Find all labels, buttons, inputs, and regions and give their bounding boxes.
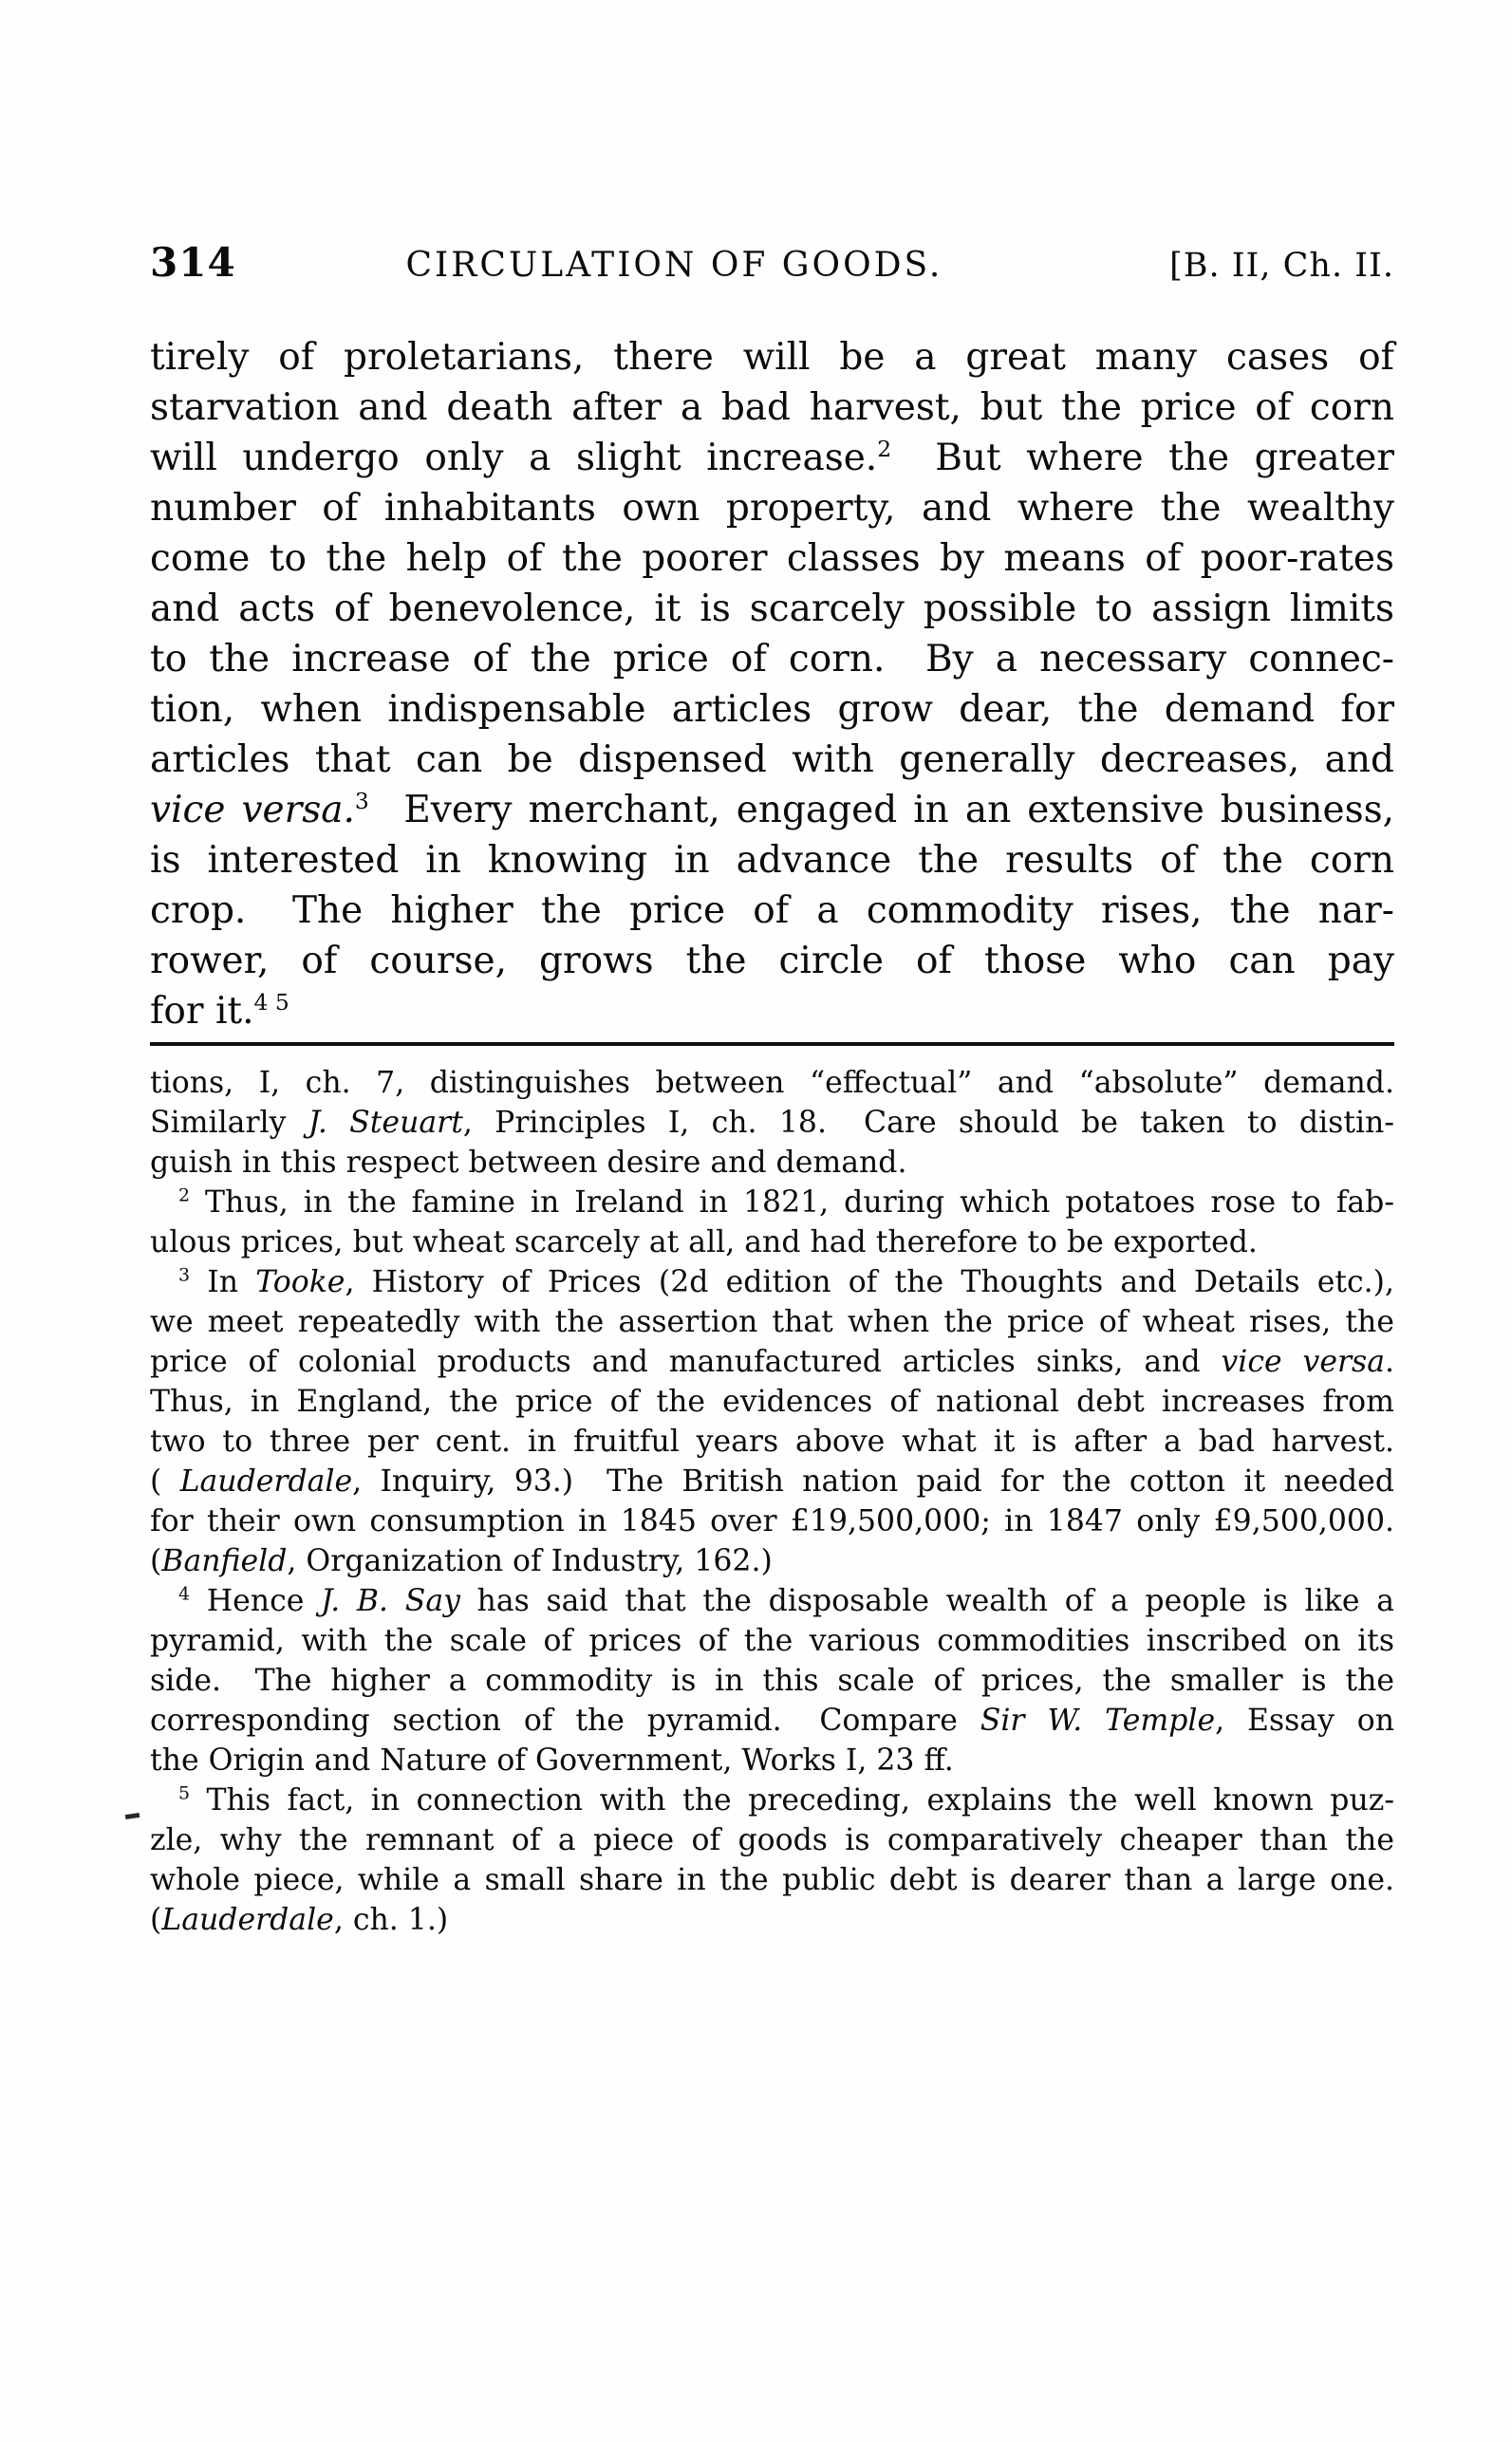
running-header — [150, 239, 1394, 286]
body-text — [150, 332, 1394, 1036]
footnote-line: side. The higher a commodity is in this scale of prices, the smaller is the — [150, 1664, 1394, 1698]
footnote-separator-rule — [150, 1042, 1394, 1046]
footnote-line: tions, I, ch. 7, distinguishes between “effectual” and “absolute” demand. — [150, 1066, 1394, 1100]
body-line: articles that can be dispensed with generally decreases, and — [150, 738, 1394, 781]
footnote-line: ( Lauderdale, Inquiry, 93.) The British nation paid for the cotton it needed — [150, 1464, 1394, 1499]
footnote-line: $^2$ Thus, in the famine in Ireland in 1821, during which potatoes rose to fab- — [178, 1184, 1394, 1220]
body-line: come to the help of the poorer classes by means of poor-rates — [150, 537, 1394, 580]
footnotes — [150, 1063, 1394, 1940]
body-line: tion, when indispensable articles grow dear, the demand for — [150, 688, 1394, 731]
footnote-line: the Origin and Nature of Government, Works I, 23 ff. — [150, 1743, 954, 1778]
running-title: CIRCULATION OF GOODS. — [405, 246, 943, 285]
footnote-line: whole piece, while a small share in the public debt is dearer than a large one. — [150, 1863, 1394, 1897]
footnote-line: (Lauderdale, ch. 1.) — [150, 1903, 449, 1937]
body-line: is interested in knowing in advance the results of the corn — [150, 839, 1394, 882]
footnote-line: ulous prices, but wheat scarcely at all, and had therefore to be exported. — [150, 1225, 1258, 1259]
footnote-line: two to three per cent. in fruitful years above what it is after a bad harvest. — [150, 1425, 1394, 1459]
footnote-line: (Banfield, Organization of Industry, 162.) — [150, 1544, 773, 1578]
scan-artifact-mark — [125, 1813, 140, 1819]
footnote-line: we meet repeatedly with the assertion that when the price of wheat rises, the — [150, 1305, 1394, 1339]
body-line: for it.$^{4 5}$ — [150, 989, 289, 1033]
body-line: starvation and death after a bad harvest, but the price of corn — [150, 386, 1394, 429]
footnote-line: Similarly J. Steuart, Principles I, ch. 18. Care should be taken to distin- — [150, 1106, 1394, 1140]
body-line: tirely of proletarians, there will be a great many cases of — [150, 336, 1394, 379]
body-line: to the increase of the price of corn. By a necessary connec- — [150, 638, 1394, 680]
footnote-line: corresponding section of the pyramid. Compare Sir W. Temple, Essay on — [150, 1704, 1395, 1738]
footnote-line: $^3$ In Tooke, History of Prices (2d edition of the Thoughts and Details etc.), — [178, 1264, 1394, 1299]
page-number: 314 — [150, 239, 236, 286]
footnote-line: for their own consumption in 1845 over £19,500,000; in 1847 only £9,500,000. — [150, 1504, 1394, 1538]
body-line: will undergo only a slight increase.$^2$ But where the greater — [150, 436, 1394, 479]
footnote-line: zle, why the remnant of a piece of goods is comparatively cheaper than the — [150, 1823, 1394, 1857]
chapter-reference: [B. II, Ch. II. — [1169, 247, 1394, 285]
body-line: vice versa.$^3$ Every merchant, engaged in an extensive business, — [150, 788, 1395, 831]
footnote-line: $^4$ Hence J. B. Say has said that the disposable wealth of a people is like a — [178, 1583, 1394, 1618]
footnote-line: pyramid, with the scale of prices of the various commodities inscribed on its — [150, 1624, 1394, 1658]
body-line: crop. The higher the price of a commodity rises, the nar- — [150, 889, 1394, 932]
body-line: and acts of benevolence, it is scarcely possible to assign limits — [150, 587, 1394, 630]
footnote-line: Thus, in England, the price of the evidences of national debt increases from — [150, 1385, 1394, 1419]
footnote-line: guish in this respect between desire and demand. — [150, 1146, 907, 1180]
footnote-line: price of colonial products and manufactured articles sinks, and vice versa. — [150, 1345, 1394, 1379]
body-line: rower, of course, grows the circle of those who can pay — [150, 940, 1394, 982]
body-line: number of inhabitants own property, and where the wealthy — [150, 487, 1394, 530]
footnote-line: $^5$ This fact, in connection with the preceding, explains the well known puz- — [178, 1782, 1394, 1818]
